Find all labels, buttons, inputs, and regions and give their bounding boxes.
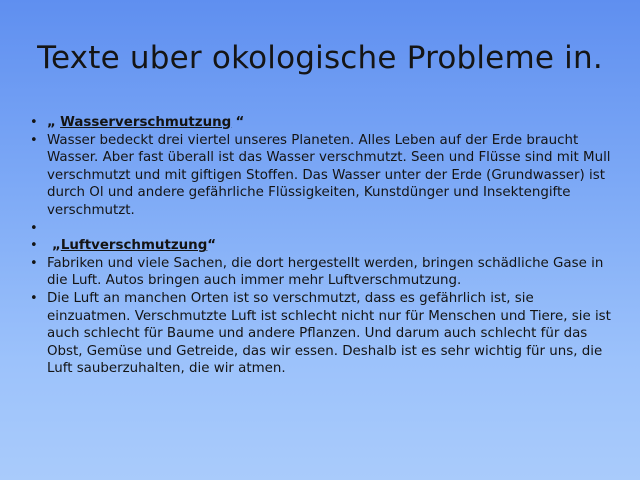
bullet-heading-water	[30, 114, 615, 132]
heading-air-label: Luftverschmutzung	[60, 238, 208, 254]
bullet-paragraph-factories	[30, 255, 615, 290]
open-quote: „	[52, 238, 61, 254]
bullet-empty	[30, 220, 615, 238]
close-quote: “	[235, 115, 245, 130]
bullet-marker: •	[30, 220, 38, 236]
bullet-heading-air	[30, 237, 615, 255]
open-quote: „	[47, 115, 56, 130]
heading-water-label: Wasserverschmutzung	[60, 115, 232, 130]
paragraph-factories-text: Fabriken und viele Sachen, die dort hergestellt werden, bringen schädliche Gase in die Luft. Autos bringen auch immer mehr Luftverschmutzung.	[47, 255, 604, 289]
bullet-marker: •	[30, 238, 38, 254]
bullet-marker: •	[30, 115, 38, 130]
bullet-marker: •	[30, 132, 38, 148]
paragraph-air-text: Die Luft an manchen Orten ist so verschmutzt, dass es gefährlich ist, sie einzuatmen. Verschmutzte Luft ist schlecht nicht nur für Menschen und Tiere, sie ist auch schlecht für Baume und andere Pflanzen. Und darum auch schlecht für das Obst, Gemüse und Getreide, das wir essen. Deshalb ist es sehr wichtig für uns, die Luft sauberzuhalten, die wir atmen.	[47, 290, 611, 377]
bullet-list	[30, 114, 615, 378]
slide-title: Texte uber okologische Probleme in.	[37, 40, 603, 76]
bullet-marker: •	[30, 255, 38, 271]
paragraph-water-text: Wasser bedeckt drei viertel unseres Planeten. Alles Leben auf der Erde braucht Wasser. Aber fast überall ist das Wasser verschmutzt. Seen und Flüsse sind mit Mull verschmutzt und mit giftigen Stoffen. Das Wasser unter der Erde (Grundwasser) ist durch Ol und andere gefährliche Flüssigkeiten, Kunstdünger und Insektengifte verschmutzt.	[47, 132, 611, 218]
close-quote: “	[207, 238, 217, 254]
bullet-marker: •	[30, 290, 38, 306]
bullet-paragraph-water	[30, 132, 615, 220]
bullet-paragraph-air	[30, 290, 615, 378]
